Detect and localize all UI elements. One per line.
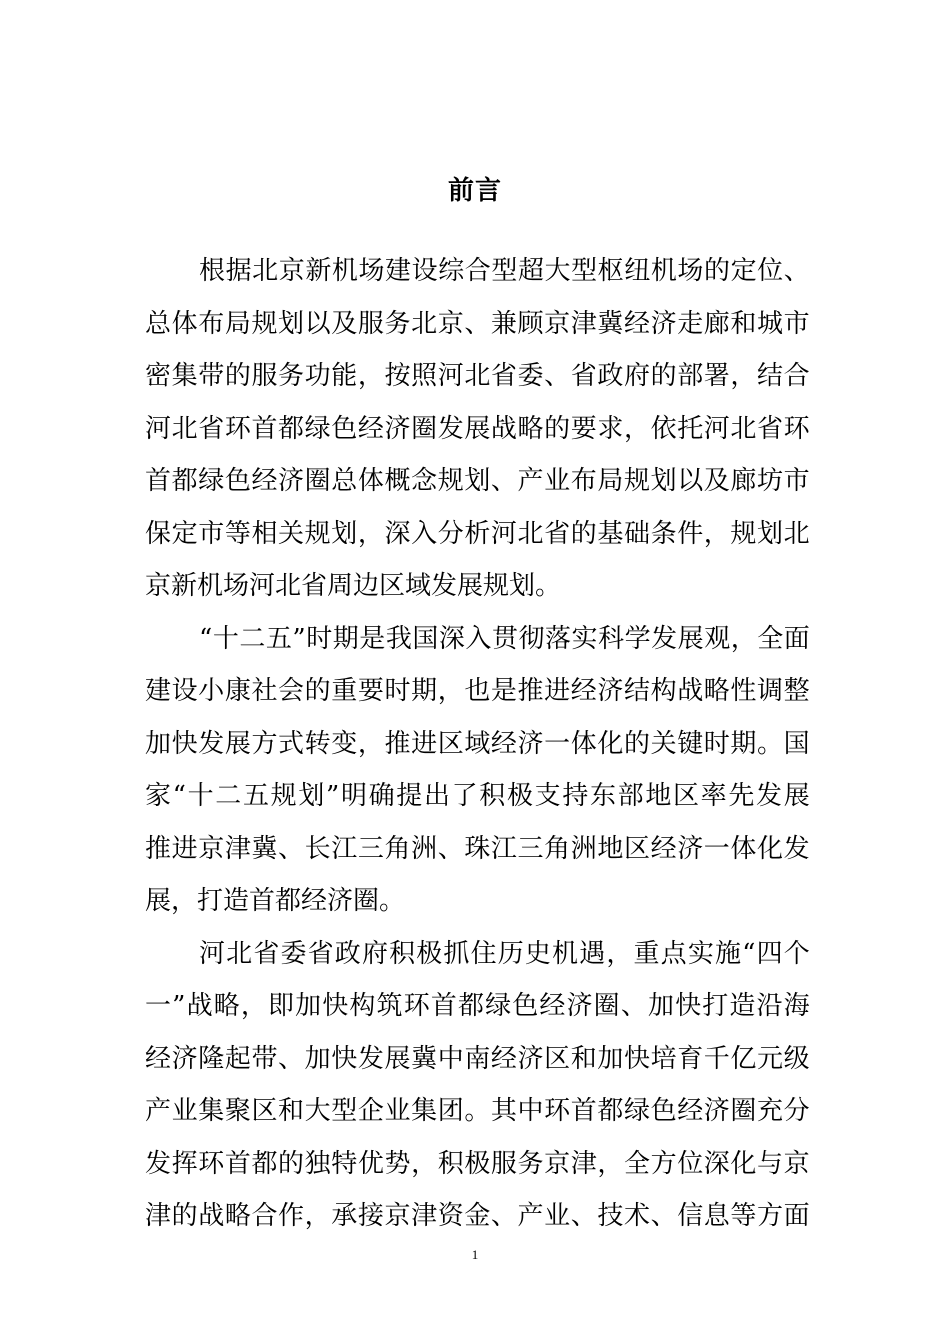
text-line: 一 ” 战 略 ， 即 加 快 构 筑 环 首 都 绿 色 经 济 圈 、 加 快 打 造 沿 海: [145, 991, 810, 1021]
text-line: 加 快 发 展 方 式 转 变 ， 推 进 区 域 经 济 一 体 化 的 关 键 时 期 。 国: [145, 728, 810, 759]
text-line: 产 业 集 聚 区 和 大 型 企 业 集 团 。 其 中 环 首 都 绿 色 经 济 圈 充 分: [145, 1096, 810, 1126]
text-line: 津 的 战 略 合 作 ， 承 接 京 津 资 金 、 产 业 、 技 术 、 信 息 等 方 面: [145, 1201, 810, 1231]
text-line: 首 都 绿 色 经 济 圈 总 体 概 念 规 划 、 产 业 布 局 规 划 以 及 廊 坊 市: [145, 466, 810, 496]
text-line: 展，打造首都经济圈。: [145, 886, 406, 916]
text-line: 总 体 布 局 规 划 以 及 服 务 北 京 、 兼 顾 京 津 冀 经 济 走 廊 和 城 市: [145, 308, 810, 339]
text-line: “ 十 二 五 ” 时 期 是 我 国 深 入 贯 彻 落 实 科 学 发 展 观 ， 全 面: [199, 623, 810, 654]
paragraph-1: [145, 245, 810, 613]
page-title: 前言: [447, 176, 502, 206]
text-line: 家 “ 十 二 五 规 划 ” 明 确 提 出 了 积 极 支 持 东 部 地 区 率 先 发 展: [145, 781, 810, 811]
text-line: 保 定 市 等 相 关 规 划 ， 深 入 分 析 河 北 省 的 基 础 条 件 ， 规 划 北: [145, 518, 810, 549]
text-line: 建 设 小 康 社 会 的 重 要 时 期 ， 也 是 推 进 经 济 结 构 战 略 性 调 整: [145, 676, 810, 706]
text-line: 发 挥 环 首 都 的 独 特 优 势 ， 积 极 服 务 京 津 ， 全 方 位 深 化 与 京: [145, 1148, 810, 1179]
document-body: [145, 245, 810, 1243]
text-line: 密 集 带 的 服 务 功 能 ， 按 照 河 北 省 委 、 省 政 府 的 部 署 ， 结 合: [145, 361, 810, 391]
text-line: 根 据 北 京 新 机 场 建 设 综 合 型 超 大 型 枢 纽 机 场 的 定 位 、: [199, 256, 810, 286]
text-line: 推 进 京 津 冀 、 长 江 三 角 洲 、 珠 江 三 角 洲 地 区 经 济 一 体 化 发: [145, 833, 810, 864]
paragraph-2: [145, 613, 810, 928]
text-line: 京新机场河北省周边区域发展规划。: [145, 571, 562, 601]
text-line: 河 北 省 环 首 都 绿 色 经 济 圈 发 展 战 略 的 要 求 ， 依 托 河 北 省 环: [145, 413, 810, 444]
text-line: 河 北 省 委 省 政 府 积 极 抓 住 历 史 机 遇 ， 重 点 实 施 “ 四 个: [199, 938, 810, 969]
paragraph-3: [145, 928, 810, 1243]
page-number: 1: [471, 1247, 479, 1262]
text-line: 经 济 隆 起 带 、 加 快 发 展 冀 中 南 经 济 区 和 加 快 培 育 千 亿 元 级: [145, 1043, 810, 1074]
